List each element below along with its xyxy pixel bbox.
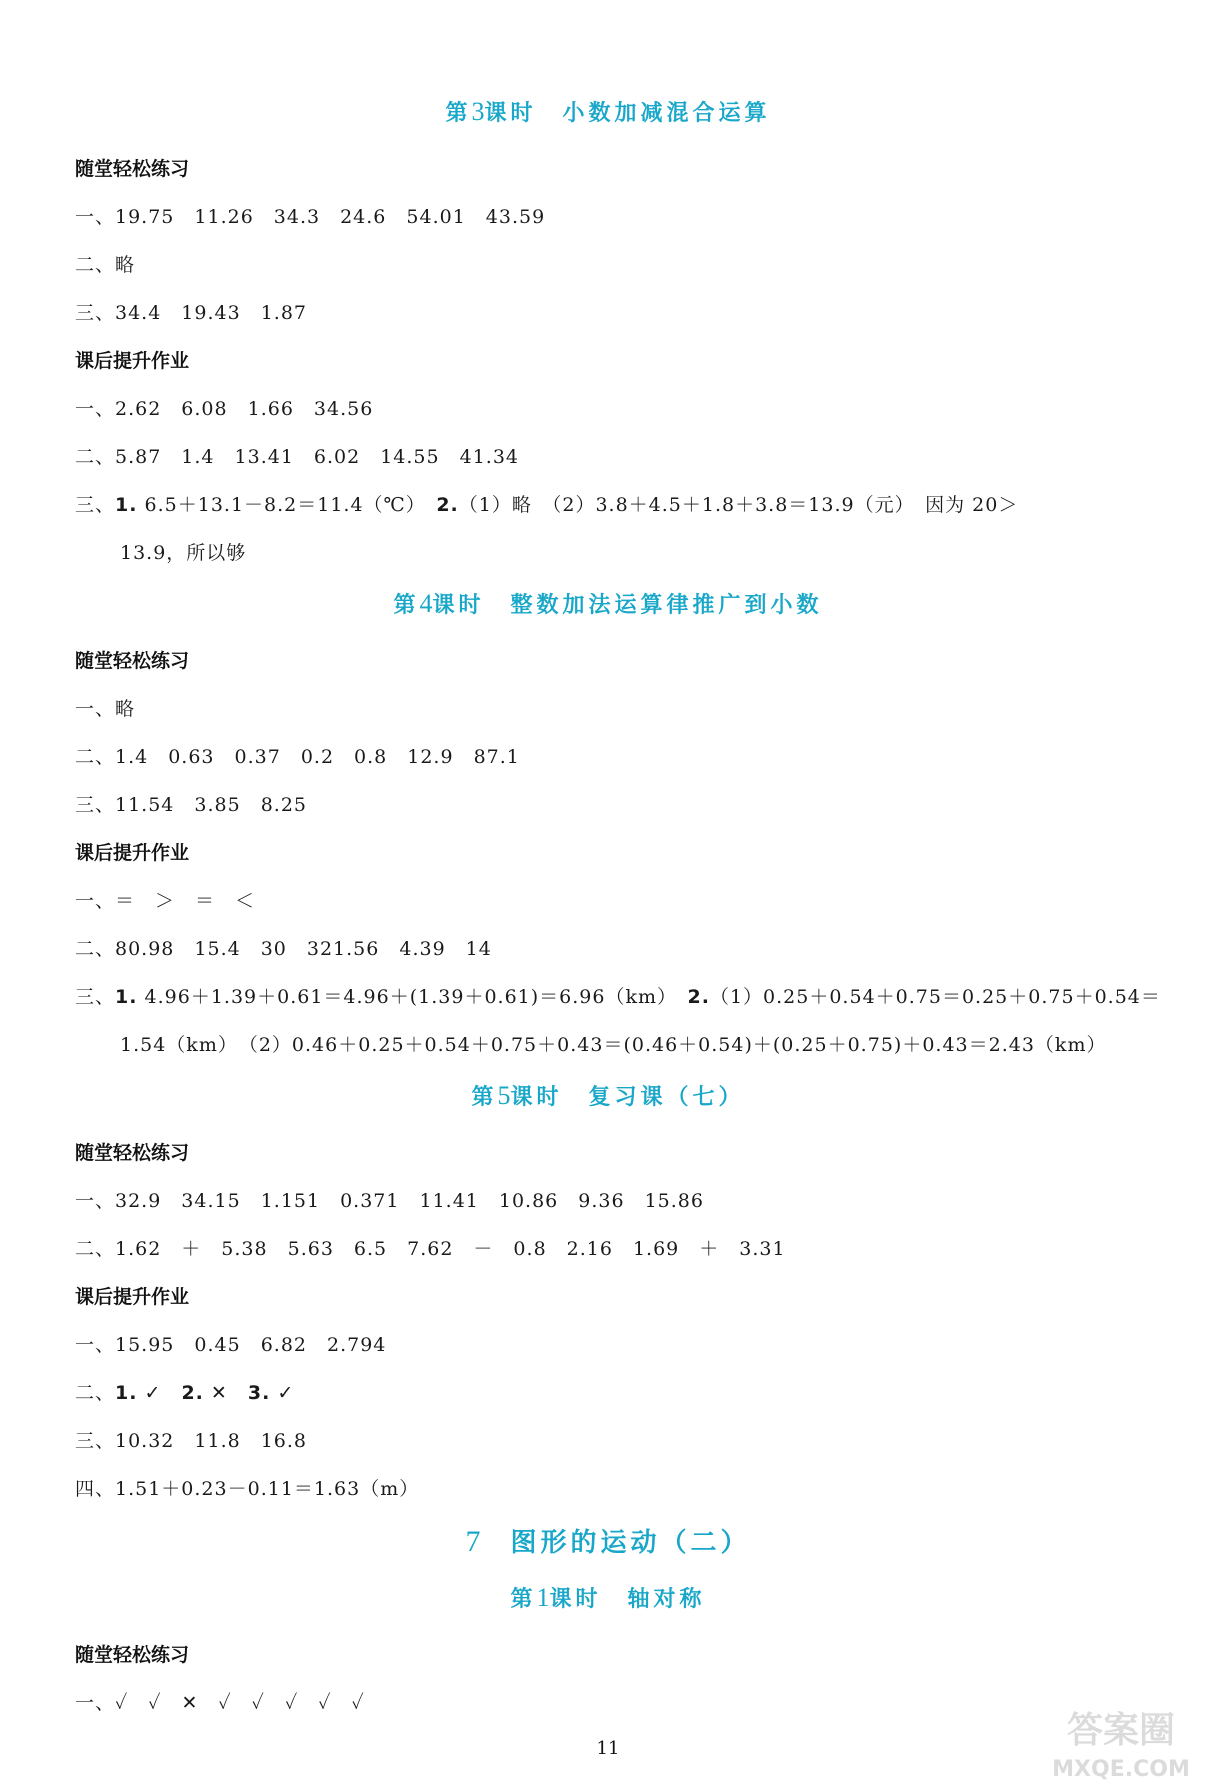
heading-prefix: 第 [445, 101, 472, 126]
item-text: （1）0.25＋0.54＋0.75＝0.25＋0.75＋0.54＝ [709, 986, 1161, 1008]
watermark-url: MXQE.COM [1052, 1757, 1190, 1782]
heading-prefix: 第 [471, 1085, 498, 1110]
section-label: 课后提升作业 [75, 842, 190, 864]
answer-line: 一、略 [75, 698, 136, 720]
section-label: 随堂轻松练习 [75, 1644, 190, 1666]
unit-title: 图形的运动（二） [480, 1528, 751, 1558]
answer-line: 一、19.75 11.26 34.3 24.6 54.01 43.59 [75, 206, 546, 228]
heading-title: 课时 轴对称 [549, 1587, 706, 1612]
answer-line: 三、11.54 3.85 8.25 [75, 794, 308, 816]
item-number: 1. [115, 494, 138, 516]
heading-title: 课时 小数加减混合运算 [484, 101, 771, 126]
heading-number: 3 [471, 97, 485, 126]
cross-mark: ✕ [203, 1382, 248, 1404]
answer-line: 1.54（km） （2）0.46＋0.25＋0.54＋0.75＋0.43＝(0.46＋0.54)＋(0.25＋0.75)＋0.43＝2.43（km） [120, 1034, 1107, 1056]
page-number: 11 [596, 1738, 620, 1759]
item-label: 二、 [75, 1382, 116, 1404]
item-text: 6.5＋13.1－8.2＝11.4（℃） [137, 494, 437, 516]
answer-line [75, 982, 1161, 1009]
answer-line: 一、＝ ＞ ＝ ＜ [75, 890, 256, 912]
heading-title: 课时 复习课（七） [510, 1085, 745, 1110]
answer-line: 二、1.4 0.63 0.37 0.2 0.8 12.9 87.1 [75, 746, 520, 768]
section-label: 课后提升作业 [75, 1286, 190, 1308]
lesson-5-heading [0, 1080, 1216, 1111]
answer-line [75, 1378, 294, 1405]
answer-line: 一、✓ ✓ ✕ ✓ ✓ ✓ ✓ ✓ [75, 1692, 365, 1714]
answer-line: 一、2.62 6.08 1.66 34.56 [75, 398, 374, 420]
item-number: 2. [687, 986, 710, 1008]
answer-line: 一、15.95 0.45 6.82 2.794 [75, 1334, 387, 1356]
answer-line: 二、略 [75, 254, 136, 276]
answer-line: 三、10.32 11.8 16.8 [75, 1430, 308, 1452]
check-mark: ✓ [137, 1382, 182, 1404]
item-text: （1）略 （2）3.8＋4.5＋1.8＋3.8＝13.9（元） 因为 20＞ [458, 494, 1019, 516]
check-mark: ✓ [270, 1382, 295, 1404]
answer-line: 13.9，所以够 [120, 542, 247, 564]
item-number: 1. [115, 1382, 138, 1404]
lesson-4-heading [0, 588, 1216, 619]
lesson-1-heading [0, 1582, 1216, 1613]
item-label: 三、 [75, 986, 116, 1008]
item-number: 2. [436, 494, 459, 516]
heading-prefix: 第 [510, 1587, 537, 1612]
answer-line: 四、1.51＋0.23－0.11＝1.63（m） [75, 1478, 420, 1500]
watermark-logo [1036, 1696, 1206, 1786]
item-text: 4.96＋1.39＋0.61＝4.96＋(1.39＋0.61)＝6.96（km） [137, 986, 688, 1008]
answer-line: 二、5.87 1.4 13.41 6.02 14.55 41.34 [75, 446, 520, 468]
unit-number: 7 [465, 1525, 481, 1558]
section-label: 随堂轻松练习 [75, 158, 190, 180]
lesson-3-heading [0, 96, 1216, 127]
heading-prefix: 第 [393, 593, 420, 618]
answer-line: 三、34.4 19.43 1.87 [75, 302, 308, 324]
unit-7-heading [0, 1522, 1216, 1559]
watermark-title: 答案圈 [1066, 1710, 1176, 1751]
answer-line: 二、80.98 15.4 30 321.56 4.39 14 [75, 938, 492, 960]
section-label: 随堂轻松练习 [75, 1142, 190, 1164]
heading-title: 课时 整数加法运算律推广到小数 [432, 593, 823, 618]
heading-number: 1 [536, 1583, 550, 1612]
section-label: 随堂轻松练习 [75, 650, 190, 672]
answer-line: 二、1.62 ＋ 5.38 5.63 6.5 7.62 － 0.8 2.16 1.69 ＋ 3.31 [75, 1238, 786, 1260]
item-label: 三、 [75, 494, 116, 516]
heading-number: 5 [497, 1081, 511, 1110]
section-label: 课后提升作业 [75, 350, 190, 372]
item-number: 3. [247, 1382, 271, 1404]
item-number: 2. [181, 1382, 204, 1404]
heading-number: 4 [419, 589, 433, 618]
answer-line: 一、32.9 34.15 1.151 0.371 11.41 10.86 9.36 15.86 [75, 1190, 704, 1212]
answer-line [75, 490, 1018, 517]
item-number: 1. [115, 986, 138, 1008]
